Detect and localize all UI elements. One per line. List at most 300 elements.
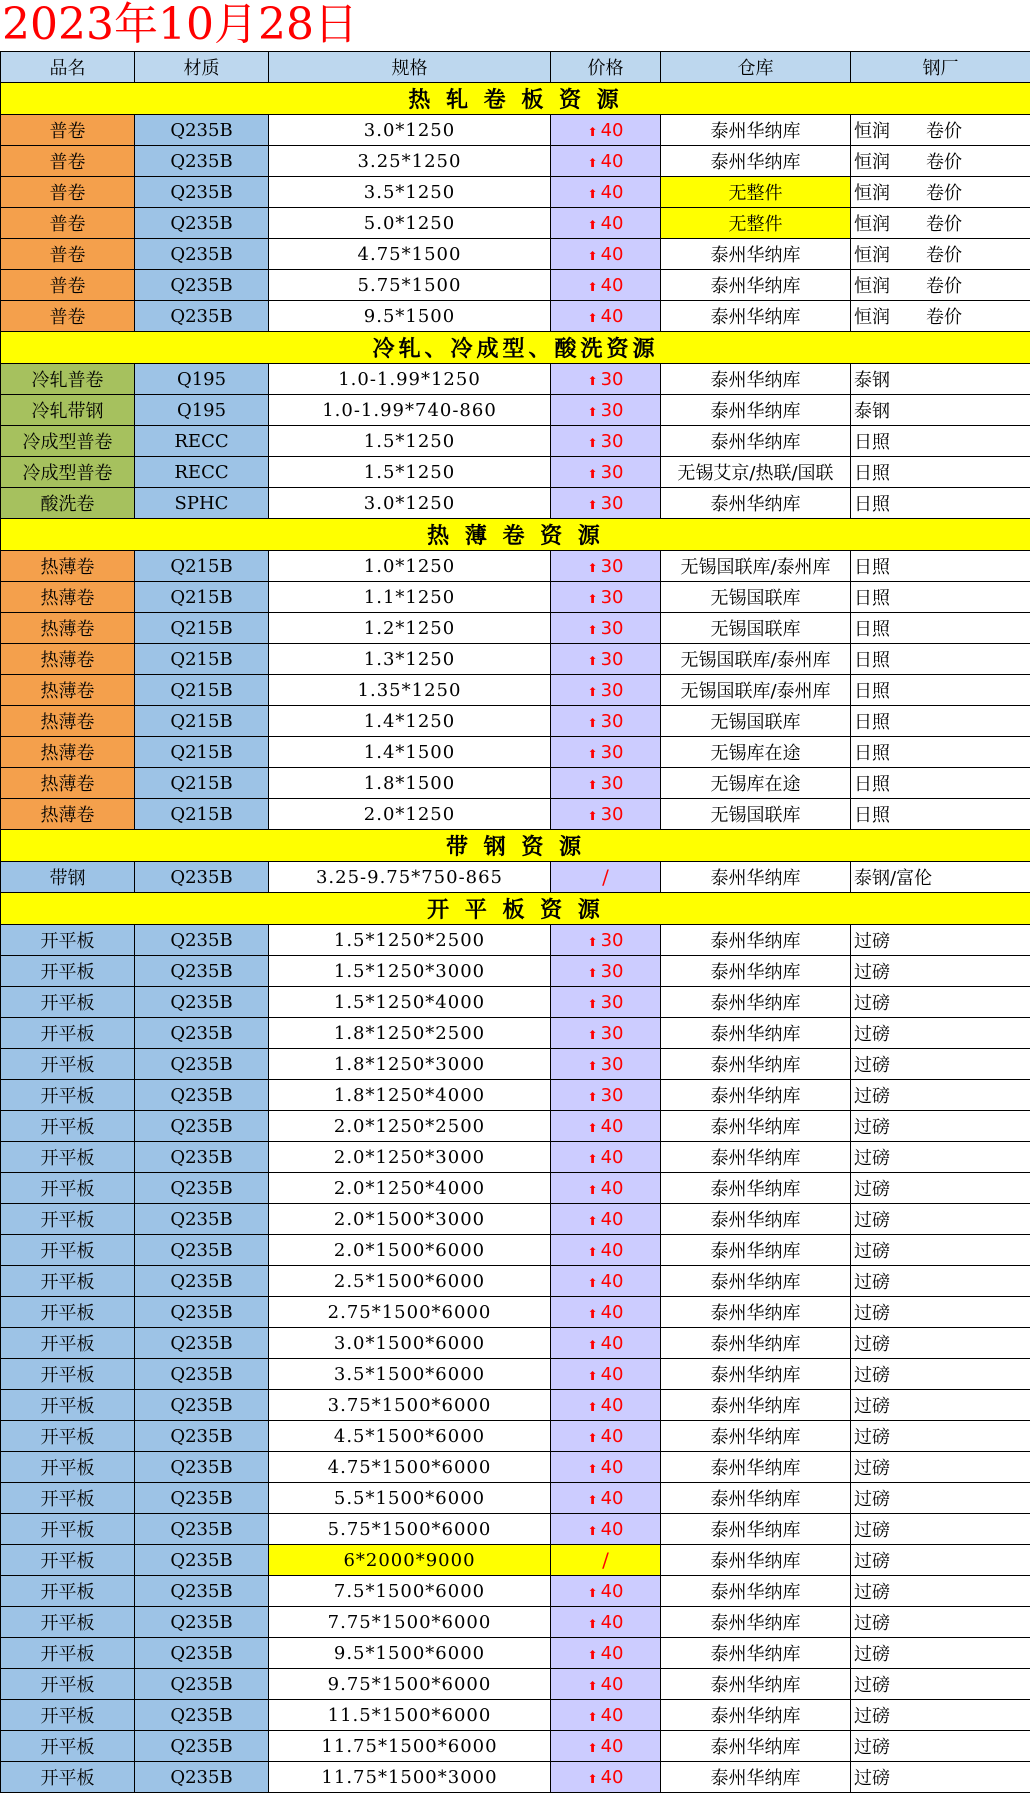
- material-cell: Q235B: [135, 1483, 269, 1514]
- material-cell: Q235B: [135, 1576, 269, 1607]
- table-row: [1, 987, 1030, 1018]
- price-cell: [551, 1018, 661, 1049]
- price-cell: [551, 1545, 661, 1576]
- up-arrow-icon: ⬆: [588, 1183, 598, 1197]
- material-cell: Q235B: [135, 208, 269, 239]
- mill-cell: 过磅: [851, 1421, 1030, 1452]
- table-row: [1, 1266, 1030, 1297]
- material-cell: Q235B: [135, 862, 269, 893]
- up-arrow-icon: ⬆: [588, 125, 598, 139]
- price-value: 40: [601, 1271, 624, 1292]
- warehouse-cell: 无锡库在途: [661, 737, 851, 768]
- price-value: 30: [601, 961, 624, 982]
- mill-cell: 日照: [851, 551, 1030, 582]
- warehouse-cell: 泰州华纳库: [661, 1545, 851, 1576]
- table-row: [1, 956, 1030, 987]
- table-row: [1, 1700, 1030, 1731]
- up-arrow-icon: ⬆: [588, 966, 598, 980]
- up-arrow-icon: ⬆: [588, 498, 598, 512]
- material-cell: Q215B: [135, 768, 269, 799]
- product-name-cell: 开平板: [1, 1390, 135, 1421]
- spec-cell: 5.75*1500: [269, 270, 551, 301]
- material-cell: Q235B: [135, 1173, 269, 1204]
- warehouse-cell: 无锡国联库: [661, 613, 851, 644]
- mill-cell: 日照: [851, 644, 1030, 675]
- product-name-cell: 开平板: [1, 1049, 135, 1080]
- warehouse-cell: 泰州华纳库: [661, 1235, 851, 1266]
- table-row: [1, 768, 1030, 799]
- material-cell: Q235B: [135, 1142, 269, 1173]
- price-cell: [551, 1762, 661, 1793]
- warehouse-cell: 泰州华纳库: [661, 1421, 851, 1452]
- product-name-cell: 普卷: [1, 239, 135, 270]
- price-value: 30: [601, 1054, 624, 1075]
- product-name-cell: 开平板: [1, 1080, 135, 1111]
- warehouse-cell: 泰州华纳库: [661, 364, 851, 395]
- material-cell: Q235B: [135, 1080, 269, 1111]
- mill-cell: 恒润 卷价: [851, 208, 1030, 239]
- spec-cell: 6*2000*9000: [269, 1545, 551, 1576]
- mill-cell: 过磅: [851, 987, 1030, 1018]
- warehouse-cell: 无整件: [661, 208, 851, 239]
- price-cell: [551, 1328, 661, 1359]
- material-cell: Q235B: [135, 925, 269, 956]
- spec-cell: 5.0*1250: [269, 208, 551, 239]
- table-row: [1, 1390, 1030, 1421]
- up-arrow-icon: ⬆: [588, 218, 598, 232]
- up-arrow-icon: ⬆: [588, 1772, 598, 1786]
- spec-cell: 2.0*1250*2500: [269, 1111, 551, 1142]
- price-cell: [551, 239, 661, 270]
- mill-cell: 过磅: [851, 1359, 1030, 1390]
- price-cell: [551, 613, 661, 644]
- up-arrow-icon: ⬆: [588, 1431, 598, 1445]
- product-name-cell: 开平板: [1, 1576, 135, 1607]
- mill-cell: 日照: [851, 457, 1030, 488]
- product-name-cell: 开平板: [1, 1204, 135, 1235]
- warehouse-cell: 无锡库在途: [661, 768, 851, 799]
- price-value: 40: [601, 1581, 624, 1602]
- up-arrow-icon: ⬆: [588, 1524, 598, 1538]
- up-arrow-icon: ⬆: [588, 716, 598, 730]
- material-cell: Q235B: [135, 1018, 269, 1049]
- table-row: [1, 1235, 1030, 1266]
- price-cell: [551, 1235, 661, 1266]
- price-cell: [551, 582, 661, 613]
- up-arrow-icon: ⬆: [588, 187, 598, 201]
- price-cell: [551, 799, 661, 830]
- product-name-cell: 冷轧带钢: [1, 395, 135, 426]
- material-cell: Q215B: [135, 706, 269, 737]
- table-row: [1, 551, 1030, 582]
- material-cell: RECC: [135, 426, 269, 457]
- mill-cell: 恒润 卷价: [851, 270, 1030, 301]
- price-value: 40: [601, 1178, 624, 1199]
- table-row: [1, 1514, 1030, 1545]
- warehouse-cell: 无锡国联库: [661, 706, 851, 737]
- price-cell: [551, 1111, 661, 1142]
- price-value: 30: [601, 587, 624, 608]
- price-cell: [551, 1390, 661, 1421]
- header-warehouse: 仓库: [661, 52, 851, 83]
- price-cell: [551, 1576, 661, 1607]
- price-value: 40: [601, 244, 624, 265]
- spec-cell: 2.75*1500*6000: [269, 1297, 551, 1328]
- warehouse-cell: 无锡国联库/泰州库: [661, 644, 851, 675]
- header-name: 品名: [1, 52, 135, 83]
- warehouse-cell: 泰州华纳库: [661, 1669, 851, 1700]
- warehouse-cell: 泰州华纳库: [661, 1762, 851, 1793]
- spec-cell: 1.35*1250: [269, 675, 551, 706]
- up-arrow-icon: ⬆: [588, 654, 598, 668]
- spec-cell: 3.25-9.75*750-865: [269, 862, 551, 893]
- up-arrow-icon: ⬆: [588, 1059, 598, 1073]
- product-name-cell: 开平板: [1, 1545, 135, 1576]
- product-name-cell: 开平板: [1, 1669, 135, 1700]
- price-value: 40: [601, 1147, 624, 1168]
- price-value: 40: [601, 1116, 624, 1137]
- mill-cell: 泰钢: [851, 395, 1030, 426]
- price-cell: [551, 1173, 661, 1204]
- warehouse-cell: 泰州华纳库: [661, 488, 851, 519]
- price-table: [0, 51, 1030, 1793]
- material-cell: Q235B: [135, 1731, 269, 1762]
- up-arrow-icon: ⬆: [588, 1028, 598, 1042]
- price-value: 30: [601, 649, 624, 670]
- section-title: 冷轧、冷成型、酸洗资源: [1, 332, 1030, 364]
- mill-cell: 过磅: [851, 1576, 1030, 1607]
- spec-cell: 9.5*1500: [269, 301, 551, 332]
- material-cell: Q215B: [135, 799, 269, 830]
- up-arrow-icon: ⬆: [588, 1214, 598, 1228]
- price-cell: [551, 208, 661, 239]
- product-name-cell: 热薄卷: [1, 551, 135, 582]
- price-value: 30: [601, 369, 624, 390]
- spec-cell: 1.8*1250*3000: [269, 1049, 551, 1080]
- spec-cell: 1.5*1250*2500: [269, 925, 551, 956]
- spec-cell: 3.5*1250: [269, 177, 551, 208]
- spec-cell: 2.0*1250: [269, 799, 551, 830]
- spec-cell: 2.0*1500*3000: [269, 1204, 551, 1235]
- warehouse-cell: 无锡国联库: [661, 582, 851, 613]
- material-cell: Q235B: [135, 239, 269, 270]
- price-value: 40: [601, 1302, 624, 1323]
- price-value: 40: [601, 1519, 624, 1540]
- material-cell: Q235B: [135, 1421, 269, 1452]
- material-cell: Q235B: [135, 1452, 269, 1483]
- product-name-cell: 热薄卷: [1, 675, 135, 706]
- product-name-cell: 冷轧普卷: [1, 364, 135, 395]
- product-name-cell: 开平板: [1, 987, 135, 1018]
- section-header-row: [1, 83, 1030, 115]
- table-row: [1, 862, 1030, 893]
- table-row: [1, 613, 1030, 644]
- price-value: 40: [601, 151, 624, 172]
- product-name-cell: 开平板: [1, 1607, 135, 1638]
- section-title: 热 轧 卷 板 资 源: [1, 83, 1030, 115]
- warehouse-cell: 泰州华纳库: [661, 1607, 851, 1638]
- product-name-cell: 开平板: [1, 1142, 135, 1173]
- price-value: 40: [601, 120, 624, 141]
- price-cell: [551, 675, 661, 706]
- table-row: [1, 1576, 1030, 1607]
- spec-cell: 4.75*1500: [269, 239, 551, 270]
- spec-cell: 3.25*1250: [269, 146, 551, 177]
- mill-cell: 日照: [851, 582, 1030, 613]
- table-row: [1, 1545, 1030, 1576]
- up-arrow-icon: ⬆: [588, 1245, 598, 1259]
- up-arrow-icon: ⬆: [588, 778, 598, 792]
- spec-cell: 3.0*1250: [269, 488, 551, 519]
- spec-cell: 1.0-1.99*740-860: [269, 395, 551, 426]
- table-row: [1, 395, 1030, 426]
- price-cell: [551, 1514, 661, 1545]
- material-cell: Q235B: [135, 301, 269, 332]
- price-value: 30: [601, 804, 624, 825]
- table-row: [1, 1359, 1030, 1390]
- warehouse-cell: 泰州华纳库: [661, 1359, 851, 1390]
- product-name-cell: 开平板: [1, 1421, 135, 1452]
- material-cell: Q235B: [135, 1204, 269, 1235]
- mill-cell: 恒润 卷价: [851, 177, 1030, 208]
- material-cell: Q195: [135, 364, 269, 395]
- price-value: 40: [601, 1333, 624, 1354]
- price-cell: [551, 488, 661, 519]
- price-cell: [551, 551, 661, 582]
- up-arrow-icon: ⬆: [588, 1493, 598, 1507]
- spec-cell: 11.75*1500*3000: [269, 1762, 551, 1793]
- price-value: 40: [601, 306, 624, 327]
- product-name-cell: 开平板: [1, 1111, 135, 1142]
- up-arrow-icon: ⬆: [588, 280, 598, 294]
- section-header-row: [1, 332, 1030, 364]
- mill-cell: 日照: [851, 706, 1030, 737]
- price-table-body: [1, 52, 1030, 1793]
- warehouse-cell: 泰州华纳库: [661, 1142, 851, 1173]
- table-row: [1, 1297, 1030, 1328]
- product-name-cell: 酸洗卷: [1, 488, 135, 519]
- spec-cell: 2.0*1500*6000: [269, 1235, 551, 1266]
- warehouse-cell: 泰州华纳库: [661, 1390, 851, 1421]
- price-value: 30: [601, 773, 624, 794]
- material-cell: Q215B: [135, 644, 269, 675]
- price-cell: [551, 1142, 661, 1173]
- price-value: 40: [601, 1426, 624, 1447]
- warehouse-cell: 泰州华纳库: [661, 1266, 851, 1297]
- up-arrow-icon: ⬆: [588, 1586, 598, 1600]
- price-cell: [551, 768, 661, 799]
- header-material: 材质: [135, 52, 269, 83]
- spec-cell: 9.75*1500*6000: [269, 1669, 551, 1700]
- product-name-cell: 开平板: [1, 1173, 135, 1204]
- section-header-row: [1, 893, 1030, 925]
- up-arrow-icon: ⬆: [588, 249, 598, 263]
- warehouse-cell: 泰州华纳库: [661, 862, 851, 893]
- price-value: 40: [601, 182, 624, 203]
- mill-cell: 过磅: [851, 1111, 1030, 1142]
- price-cell: [551, 1669, 661, 1700]
- spec-cell: 1.5*1250: [269, 457, 551, 488]
- price-cell: [551, 1700, 661, 1731]
- mill-cell: 日照: [851, 737, 1030, 768]
- material-cell: RECC: [135, 457, 269, 488]
- spec-cell: 1.5*1250: [269, 426, 551, 457]
- product-name-cell: 开平板: [1, 1483, 135, 1514]
- mill-cell: 过磅: [851, 1390, 1030, 1421]
- product-name-cell: 热薄卷: [1, 799, 135, 830]
- price-value: 30: [601, 992, 624, 1013]
- material-cell: Q235B: [135, 146, 269, 177]
- price-value: 40: [601, 1643, 624, 1664]
- spec-cell: 9.5*1500*6000: [269, 1638, 551, 1669]
- material-cell: Q235B: [135, 987, 269, 1018]
- product-name-cell: 开平板: [1, 1452, 135, 1483]
- material-cell: Q235B: [135, 1638, 269, 1669]
- price-cell: [551, 270, 661, 301]
- product-name-cell: 开平板: [1, 956, 135, 987]
- page-title: 2023年10月28日: [2, 0, 358, 50]
- price-cell: [551, 395, 661, 426]
- material-cell: Q235B: [135, 1514, 269, 1545]
- price-cell: [551, 457, 661, 488]
- up-arrow-icon: ⬆: [588, 1307, 598, 1321]
- spec-cell: 11.75*1500*6000: [269, 1731, 551, 1762]
- product-name-cell: 普卷: [1, 146, 135, 177]
- warehouse-cell: 泰州华纳库: [661, 1080, 851, 1111]
- price-cell: [551, 1266, 661, 1297]
- up-arrow-icon: ⬆: [588, 1648, 598, 1662]
- price-value: /: [602, 1548, 609, 1572]
- price-value: /: [602, 865, 609, 889]
- up-arrow-icon: ⬆: [588, 156, 598, 170]
- spec-cell: 1.4*1500: [269, 737, 551, 768]
- price-cell: [551, 1204, 661, 1235]
- up-arrow-icon: ⬆: [588, 405, 598, 419]
- warehouse-cell: 泰州华纳库: [661, 1204, 851, 1235]
- warehouse-cell: 泰州华纳库: [661, 1049, 851, 1080]
- mill-cell: 过磅: [851, 925, 1030, 956]
- price-cell: [551, 1297, 661, 1328]
- product-name-cell: 普卷: [1, 177, 135, 208]
- warehouse-cell: 泰州华纳库: [661, 115, 851, 146]
- table-row: [1, 1328, 1030, 1359]
- price-cell: [551, 115, 661, 146]
- product-name-cell: 开平板: [1, 1731, 135, 1762]
- mill-cell: 过磅: [851, 1297, 1030, 1328]
- table-row: [1, 1204, 1030, 1235]
- up-arrow-icon: ⬆: [588, 997, 598, 1011]
- warehouse-cell: 泰州华纳库: [661, 1731, 851, 1762]
- warehouse-cell: 泰州华纳库: [661, 426, 851, 457]
- spec-cell: 11.5*1500*6000: [269, 1700, 551, 1731]
- mill-cell: 泰钢: [851, 364, 1030, 395]
- price-cell: [551, 1483, 661, 1514]
- material-cell: Q235B: [135, 115, 269, 146]
- warehouse-cell: 泰州华纳库: [661, 1018, 851, 1049]
- warehouse-cell: 泰州华纳库: [661, 1514, 851, 1545]
- material-cell: Q215B: [135, 737, 269, 768]
- spec-cell: 2.5*1500*6000: [269, 1266, 551, 1297]
- product-name-cell: 开平板: [1, 1638, 135, 1669]
- table-row: [1, 1173, 1030, 1204]
- warehouse-cell: 泰州华纳库: [661, 1111, 851, 1142]
- mill-cell: 恒润 卷价: [851, 115, 1030, 146]
- table-row: [1, 1018, 1030, 1049]
- table-row: [1, 488, 1030, 519]
- material-cell: Q235B: [135, 1669, 269, 1700]
- spec-cell: 5.5*1500*6000: [269, 1483, 551, 1514]
- product-name-cell: 热薄卷: [1, 613, 135, 644]
- material-cell: Q235B: [135, 1297, 269, 1328]
- spec-cell: 4.75*1500*6000: [269, 1452, 551, 1483]
- mill-cell: 过磅: [851, 1204, 1030, 1235]
- section-header-row: [1, 830, 1030, 862]
- up-arrow-icon: ⬆: [588, 436, 598, 450]
- price-value: 40: [601, 1767, 624, 1788]
- table-row: [1, 270, 1030, 301]
- up-arrow-icon: ⬆: [588, 374, 598, 388]
- price-cell: [551, 956, 661, 987]
- product-name-cell: 开平板: [1, 1297, 135, 1328]
- warehouse-cell: 无锡国联库/泰州库: [661, 551, 851, 582]
- material-cell: Q215B: [135, 675, 269, 706]
- warehouse-cell: 泰州华纳库: [661, 987, 851, 1018]
- warehouse-cell: 泰州华纳库: [661, 956, 851, 987]
- up-arrow-icon: ⬆: [588, 1276, 598, 1290]
- table-row: [1, 239, 1030, 270]
- up-arrow-icon: ⬆: [588, 1679, 598, 1693]
- material-cell: Q235B: [135, 956, 269, 987]
- price-cell: [551, 1452, 661, 1483]
- up-arrow-icon: ⬆: [588, 1338, 598, 1352]
- warehouse-cell: 泰州华纳库: [661, 146, 851, 177]
- warehouse-cell: 泰州华纳库: [661, 1173, 851, 1204]
- material-cell: Q235B: [135, 1359, 269, 1390]
- mill-cell: 过磅: [851, 956, 1030, 987]
- up-arrow-icon: ⬆: [588, 1710, 598, 1724]
- price-value: 40: [601, 275, 624, 296]
- price-cell: [551, 177, 661, 208]
- table-row: [1, 208, 1030, 239]
- up-arrow-icon: ⬆: [588, 1121, 598, 1135]
- spec-cell: 1.5*1250*3000: [269, 956, 551, 987]
- spec-cell: 5.75*1500*6000: [269, 1514, 551, 1545]
- mill-cell: 过磅: [851, 1731, 1030, 1762]
- warehouse-cell: 泰州华纳库: [661, 239, 851, 270]
- product-name-cell: 冷成型普卷: [1, 426, 135, 457]
- mill-cell: 恒润 卷价: [851, 239, 1030, 270]
- price-cell: [551, 364, 661, 395]
- mill-cell: 日照: [851, 426, 1030, 457]
- header-row: [1, 52, 1030, 83]
- table-row: [1, 115, 1030, 146]
- warehouse-cell: 泰州华纳库: [661, 1700, 851, 1731]
- price-cell: [551, 1421, 661, 1452]
- table-row: [1, 737, 1030, 768]
- price-cell: [551, 1359, 661, 1390]
- material-cell: Q235B: [135, 1049, 269, 1080]
- mill-cell: 过磅: [851, 1142, 1030, 1173]
- table-row: [1, 1452, 1030, 1483]
- product-name-cell: 开平板: [1, 1266, 135, 1297]
- mill-cell: 过磅: [851, 1266, 1030, 1297]
- price-cell: [551, 1638, 661, 1669]
- price-value: 40: [601, 1705, 624, 1726]
- spec-cell: 1.1*1250: [269, 582, 551, 613]
- mill-cell: 过磅: [851, 1669, 1030, 1700]
- up-arrow-icon: ⬆: [588, 561, 598, 575]
- price-cell: [551, 1049, 661, 1080]
